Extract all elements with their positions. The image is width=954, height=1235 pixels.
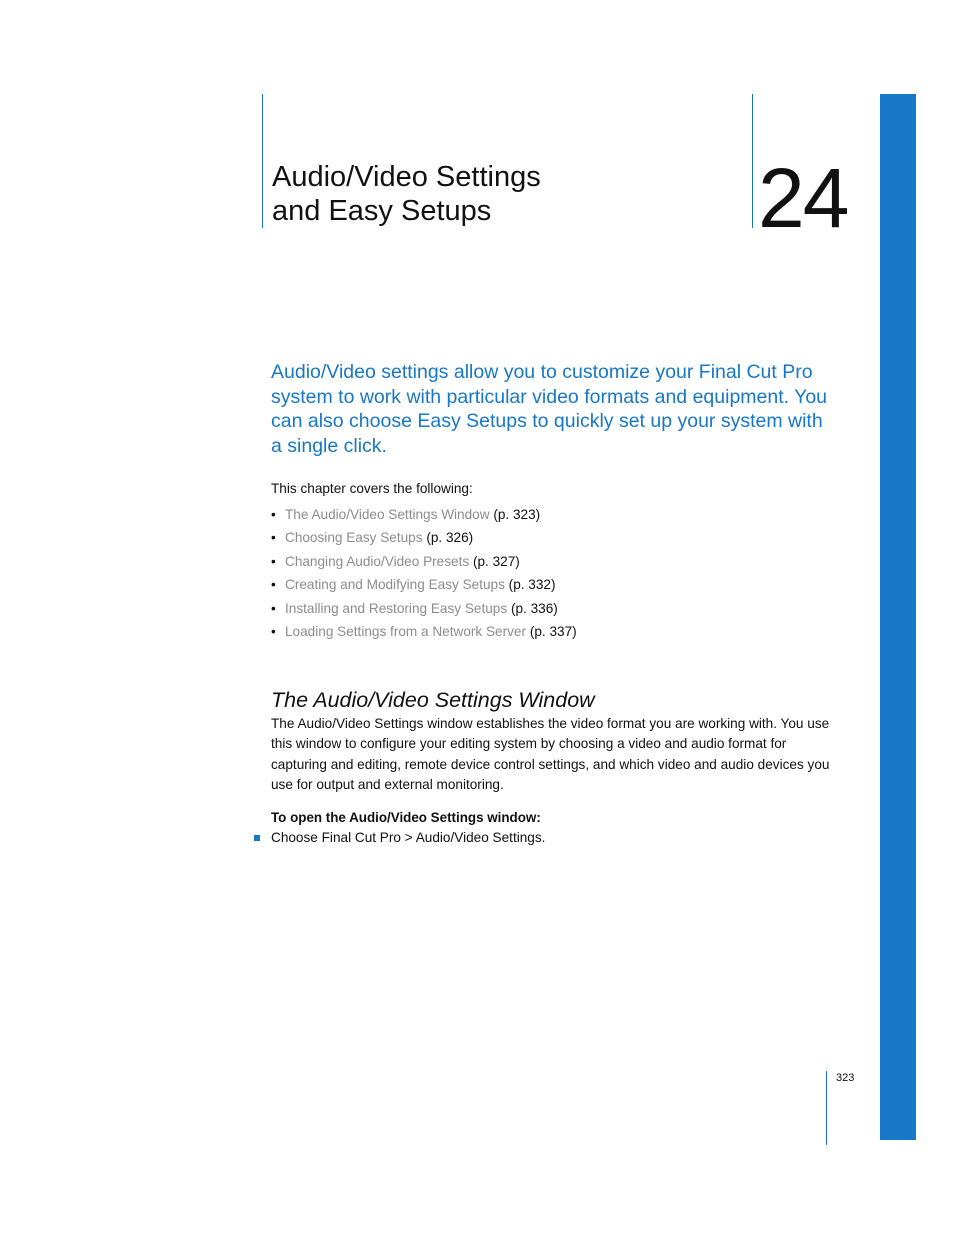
toc-link-choosing-easy-setups[interactable]: Choosing Easy Setups [285, 530, 423, 546]
section-body: The Audio/Video Settings window establishes the video format you are working with. You use this window to configure your editing system by choosing a video and audio format for capturing and editing, remote device control settings, and which video and audio devices you use for output and external monitoring. [271, 716, 830, 792]
procedure-step [254, 828, 545, 848]
toc-link-audio-video-settings-window[interactable]: The Audio/Video Settings Window [285, 507, 490, 522]
toc-item [271, 503, 577, 526]
toc-intro: This chapter covers the following: [271, 481, 473, 496]
number-left-rule [752, 94, 753, 228]
square-bullet-icon [254, 835, 260, 841]
bullet-icon: • [271, 553, 276, 569]
chapter-title [272, 160, 732, 228]
procedure-step-text: Choose Final Cut Pro > Audio/Video Settings. [271, 830, 546, 845]
toc-item [271, 550, 577, 573]
toc-page-ref: (p. 337) [529, 623, 577, 639]
toc-link-installing-restoring-easy-setups[interactable]: Installing and Restoring Easy Setups [285, 600, 508, 616]
bullet-icon: • [271, 530, 276, 546]
toc-item [271, 573, 577, 596]
chapter-title-line2: and Easy Setups [272, 195, 492, 227]
chapter-title-line1: Audio/Video Settings [272, 161, 541, 193]
section-heading: The Audio/Video Settings Window [271, 688, 595, 712]
bullet-icon: • [271, 507, 276, 522]
page-number: 323 [836, 1072, 855, 1084]
toc-link-loading-settings-network-server[interactable]: Loading Settings from a Network Server [285, 623, 527, 639]
procedure-title: To open the Audio/Video Settings window: [271, 810, 541, 825]
toc-item [271, 526, 577, 549]
chapter-intro: Audio/Video settings allow you to customize your Final Cut Pro system to work with particular video formats and equipment. You can also choose Easy Setups to quickly set up your system with a single click. [271, 361, 828, 458]
toc-page-ref: (p. 332) [508, 577, 556, 593]
footer-rule [826, 1071, 827, 1145]
bullet-icon: • [271, 577, 276, 593]
toc-item [271, 620, 577, 643]
toc-page-ref: (p. 327) [472, 553, 520, 569]
bullet-icon: • [271, 623, 276, 639]
toc-page-ref: (p. 336) [510, 600, 558, 616]
toc-link-changing-presets[interactable]: Changing Audio/Video Presets [285, 553, 470, 569]
bullet-icon: • [271, 600, 276, 616]
chapter-toc [271, 503, 577, 643]
chapter-number: 24 [758, 151, 848, 245]
toc-item [271, 597, 577, 620]
title-left-rule [262, 94, 263, 228]
toc-page-ref: (p. 326) [426, 530, 474, 546]
chapter-side-tab [880, 94, 916, 1140]
toc-page-ref: (p. 323) [493, 507, 541, 522]
toc-link-creating-modifying-easy-setups[interactable]: Creating and Modifying Easy Setups [285, 577, 505, 593]
